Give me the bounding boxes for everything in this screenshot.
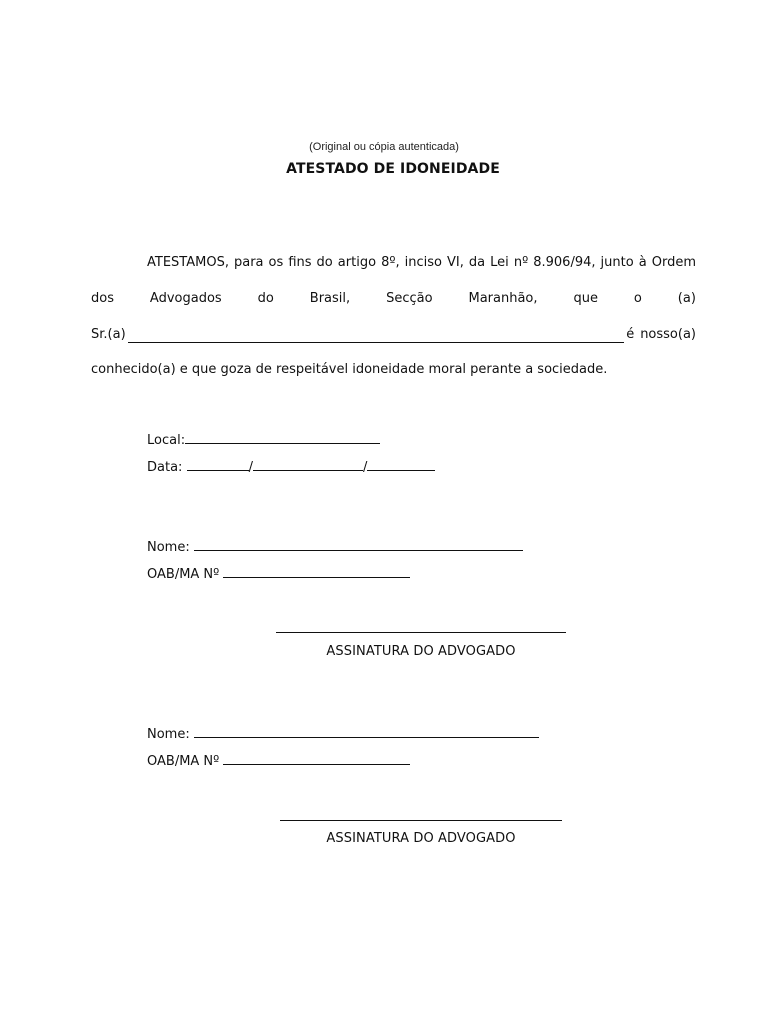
nome-row-1 — [147, 538, 523, 555]
paragraph-word: é — [626, 327, 635, 342]
oab-field-1[interactable] — [223, 565, 410, 578]
oab-label: OAB/MA Nº — [147, 754, 220, 769]
paragraph-line-4: conhecido(a) e que goza de respeitável idoneidade moral perante a sociedade. — [91, 362, 608, 377]
document-title: ATESTADO DE IDONEIDADE — [286, 161, 500, 177]
paragraph-word: Secção — [386, 291, 433, 306]
paragraph-word: dos — [91, 291, 114, 306]
sr-label: Sr.(a) — [91, 327, 126, 342]
client-name-field[interactable] — [128, 330, 625, 343]
signature-line-1[interactable] — [276, 632, 566, 633]
oab-label: OAB/MA Nº — [147, 567, 220, 582]
paragraph-line-2 — [91, 291, 696, 307]
nome-field-2[interactable] — [194, 725, 539, 738]
paragraph-line-1: ATESTAMOS, para os fins do artigo 8º, inciso VI, da Lei nº 8.906/94, junto à Ordem — [147, 255, 696, 270]
paragraph-word: Advogados — [149, 291, 222, 306]
date-label: Data: — [147, 460, 183, 475]
paragraph-word: que — [573, 291, 598, 306]
date-separator: / — [362, 460, 368, 475]
signature-line-2[interactable] — [280, 820, 562, 821]
paragraph-word: Brasil, — [309, 291, 351, 306]
date-day-field[interactable] — [187, 458, 249, 471]
date-month-field[interactable] — [253, 458, 363, 471]
nome-field-1[interactable] — [194, 538, 523, 551]
paragraph-line-3 — [91, 327, 696, 343]
oab-row-2 — [147, 752, 410, 769]
oab-field-2[interactable] — [223, 752, 410, 765]
local-label: Local: — [147, 433, 186, 448]
date-separator: / — [248, 460, 253, 475]
nome-row-2 — [147, 725, 539, 742]
paragraph-word: o — [633, 291, 642, 306]
paragraph-word: Maranhão, — [468, 291, 538, 306]
local-field[interactable] — [185, 431, 380, 444]
paragraph-word: (a) — [677, 291, 696, 306]
signature-caption-2: ASSINATURA DO ADVOGADO — [326, 831, 516, 846]
nome-label: Nome: — [147, 540, 190, 555]
paragraph-word: do — [257, 291, 274, 306]
nome-label: Nome: — [147, 727, 190, 742]
signature-caption-1: ASSINATURA DO ADVOGADO — [326, 644, 516, 659]
date-row — [147, 458, 435, 475]
local-row — [147, 431, 380, 448]
oab-row-1 — [147, 565, 410, 582]
document-subtitle: (Original ou cópia autenticada) — [309, 141, 459, 153]
date-year-field[interactable] — [367, 458, 435, 471]
paragraph-word: nosso(a) — [640, 327, 696, 342]
